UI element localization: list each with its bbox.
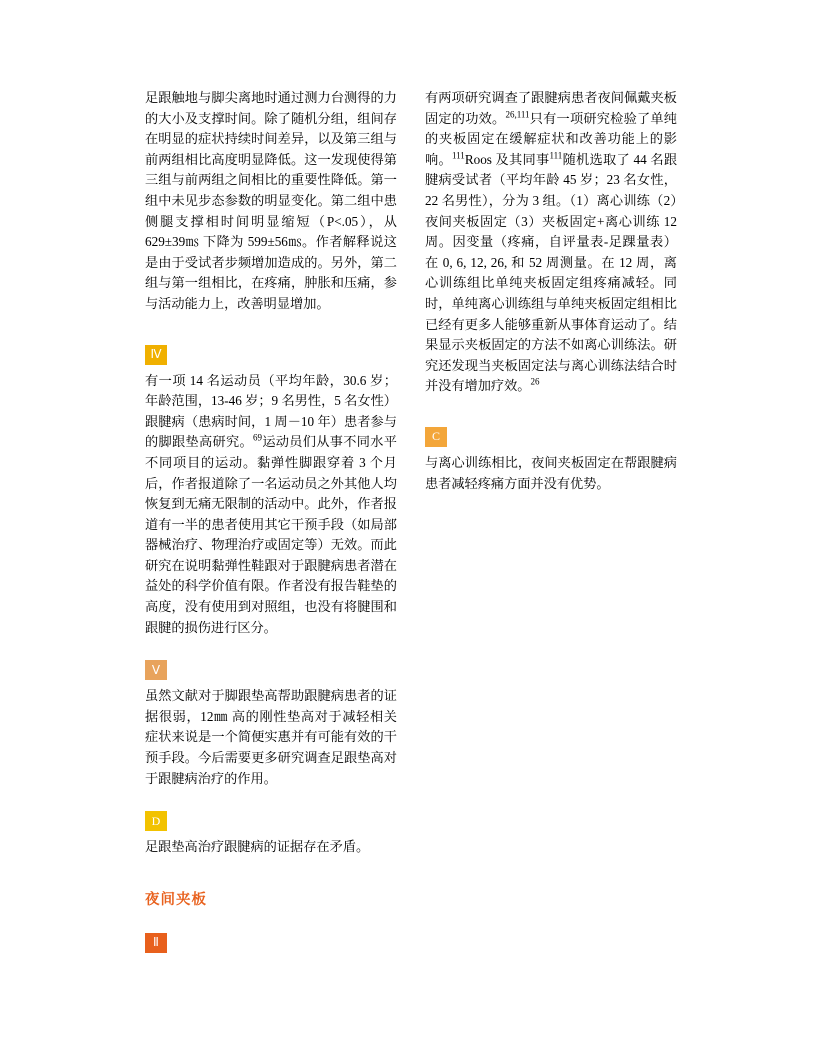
citation-superscript: 111 xyxy=(451,150,465,161)
section-heading-block xyxy=(145,888,397,909)
paragraph-text-pre: 有一项 14 名运动员（平均年龄，30.6 岁；年龄范围，13-46 岁；9 名男性，5 名女性）跟腱病（患病时间，1 周－10 年）患者参与的脚跟垫高研究。 xyxy=(145,372,397,450)
paragraph-text-pre: 有两项研究调查了跟腱病患者夜间佩戴夹板固定的功效。 xyxy=(425,90,677,126)
evidence-level-ii-block xyxy=(145,933,397,953)
paragraph-text-mid2: Roos 及其同事 xyxy=(464,151,550,167)
grade-c-block xyxy=(425,427,677,494)
paragraph xyxy=(145,371,397,639)
spacer xyxy=(145,858,397,888)
evidence-level-badge-iv: Ⅳ xyxy=(145,345,167,365)
citation-superscript: 26 xyxy=(530,376,540,387)
paragraph: 虽然文献对于脚跟垫高帮助跟腱病患者的证据很弱，12㎜ 高的刚性垫高对于减轻相关症状来说是一个简便实惠并有可能有效的干预手段。今后需要更多研究调查足跟垫高对于跟腱病治疗的作用。 xyxy=(145,688,397,786)
paragraph: 足跟垫高治疗跟腱病的证据存在矛盾。 xyxy=(145,839,370,855)
citation-superscript: 69 xyxy=(253,432,262,443)
paragraph xyxy=(425,88,677,397)
section-title: 夜间夹板 xyxy=(145,891,207,908)
spacer xyxy=(145,789,397,811)
left-column xyxy=(145,88,397,959)
two-column-layout xyxy=(145,88,696,959)
evidence-level-badge-v: Ⅴ xyxy=(145,660,167,680)
spacer xyxy=(145,919,397,933)
paragraph: 与离心训练相比，夜间夹板固定在帮跟腱病患者减轻疼痛方面并没有优势。 xyxy=(425,454,677,491)
spacer xyxy=(145,638,397,660)
recommendation-grade-badge-c: C xyxy=(425,427,447,447)
left-paragraph-1-block xyxy=(145,88,397,315)
right-column xyxy=(425,88,677,494)
spacer xyxy=(145,315,397,345)
paragraph-text-post: 运动员们从事不同水平不同项目的运动。黏弹性脚跟穿着 3 个月后，作者报道除了一名运动员之外其他人均恢复到无痛无限制的活动中。此外，作者报道有一半的患者使用其它干预手段（如局部器械治疗、物理治疗或固定等）无效。而此研究在说明黏弹性鞋跟对于跟腱病患者潜在益处的科学价值有限。作者没有报告鞋垫的高度，没有使用到对照组，也没有将腱围和跟腱的损伤进行区分。 xyxy=(145,434,397,635)
paragraph-text-post: 随机选取了 44 名跟腱病受试者（平均年龄 45 岁；23 名女性，22 名男性），分为 3 组。（1）离心训练（2）夜间夹板固定（3）夹板固定+离心训练 12 周。因变量（疼痛，自评量表-足踝量表）在 0, 6, 12, 26, 和 52 周测量。在 12 周，离心训练组比单纯夹板固定组疼痛减轻。同时，单纯离心训练组与单纯夹板固定组相比已经有更多人能够重新从事体育运动了。结果显示夹板固定的方法不如离心训练法。研究还发现当夹板固定法与离心训练法结合时并没有增加疗效。 xyxy=(425,151,678,394)
paragraph: 足跟触地与脚尖离地时通过测力台测得的力的大小及支撑时间。除了随机分组，组间存在明显的症状持续时间差异，以及第三组与前两组相比高度明显降低。这一发现使得第三组与前两组之间相比的重要性降低。第一组中未见步态参数的明显变化。第二组中患侧腿支撑相时间明显缩短（P<.05），从 629±39㎳ 下降为 599±56㎳。作者解释说这是由于受试者步频增加造成的。另外，第二组与第一组相比，在疼痛，肿胀和压痛，参与活动能力上，改善明显增加。 xyxy=(145,90,397,311)
paragraph-text-mid: 只有一项研究检验了单纯的夹板固定在缓解症状和改善功能上的影响。 xyxy=(425,110,677,167)
evidence-level-badge-ii: Ⅱ xyxy=(145,933,167,953)
evidence-level-iv-block xyxy=(145,345,397,639)
citation-superscript: 26,111 xyxy=(505,109,530,120)
grade-d-block xyxy=(145,811,397,858)
evidence-level-v-block xyxy=(145,660,397,789)
citation-superscript: 111 xyxy=(549,150,563,161)
recommendation-grade-badge-d: D xyxy=(145,811,167,831)
spacer xyxy=(425,397,677,427)
right-paragraph-1-block xyxy=(425,88,677,397)
